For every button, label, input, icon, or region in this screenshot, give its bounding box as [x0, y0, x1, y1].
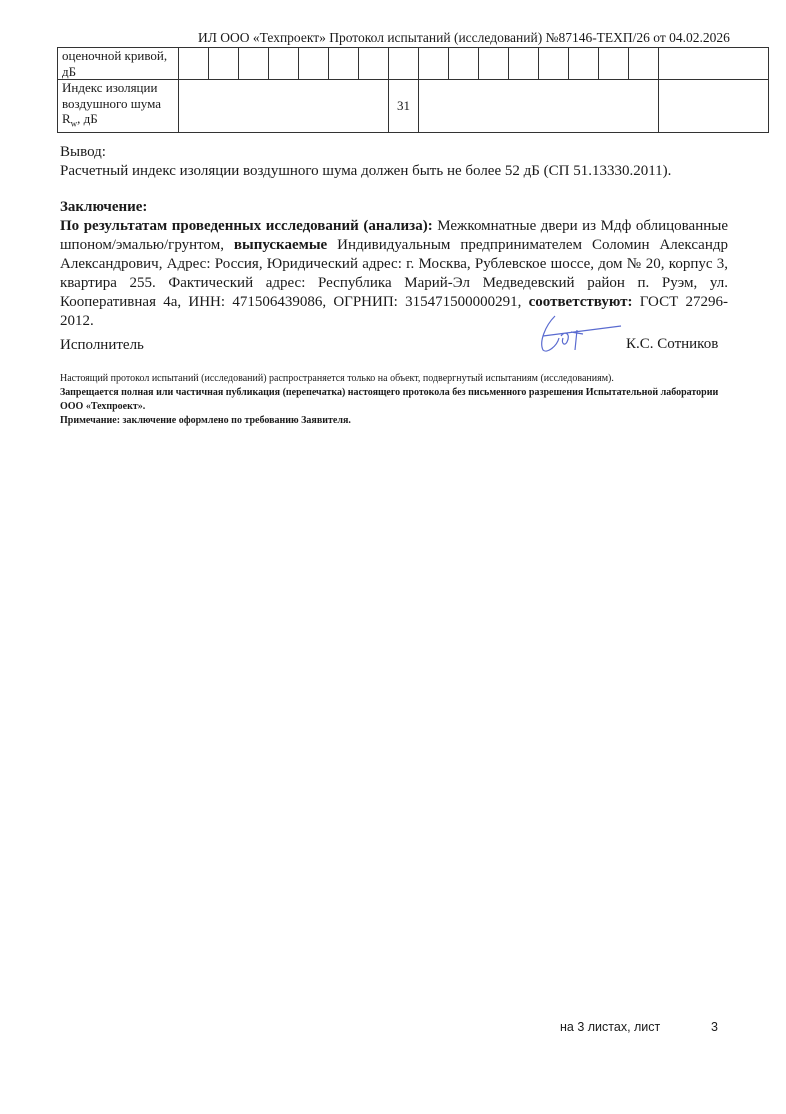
section-text: Расчетный индекс изоляции воздушного шума должен быть не более 52 дБ (СП 51.13330.2011). — [60, 163, 672, 179]
signature-icon — [535, 312, 625, 356]
row-label: оценочной кривой, дБ — [58, 48, 179, 80]
conclusion-section — [60, 143, 728, 181]
rw-value: 31 — [389, 80, 419, 133]
executor-name: К.С. Сотников — [626, 336, 719, 352]
table-row — [58, 80, 769, 133]
note-scope: Настоящий протокол испытаний (исследований) распространяется только на объект, подвергнутый испытаниям (исследованиям). — [60, 373, 614, 384]
section-title: Вывод: — [60, 144, 106, 160]
document-header: ИЛ ООО «Техпроект» Протокол испытаний (исследований) №87146-ТЕХП/26 от 04.02.2026 — [198, 30, 730, 45]
signature-image — [535, 312, 625, 356]
note-publication: Запрещается полная или частичная публикация (перепечатка) настоящего протокола без письменного разрешения Испытательной лаборатории ООО «Техпроект». — [60, 387, 719, 412]
final-section — [60, 198, 728, 331]
section-text: По результатам проведенных исследований (анализа): Межкомнатные двери из Мдф облицованные шпоном/эмалью/грунтом, выпускаемые Индивидуальным предпринимателем Соломин Александр Александрович, Адрес: Россия, Юридический адрес: г. Москва, Рублевское шоссе, дом № 20, корпус 3, квартира 255. Фактический адрес: Республика Марий-Эл Медведевский район п. Руэм, ул. Кооперативная 4а, ИНН: 471506439086, ОГРНИП: 315471500000291, соответствуют: ГОСТ 27296-2012. — [60, 218, 729, 329]
note-remark: Примечание: заключение оформлено по требованию Заявителя. — [60, 415, 351, 426]
sheets-label: на 3 листах, лист — [560, 1020, 661, 1034]
section-title: Заключение: — [60, 199, 148, 215]
results-table — [57, 47, 769, 133]
executor-role: Исполнитель — [60, 337, 144, 353]
table-row — [58, 48, 769, 80]
sheet-number: 3 — [711, 1020, 718, 1034]
notes — [60, 372, 740, 428]
row-label: Индекс изоляции воздушного шума $R_w$, дБ — [58, 80, 179, 133]
